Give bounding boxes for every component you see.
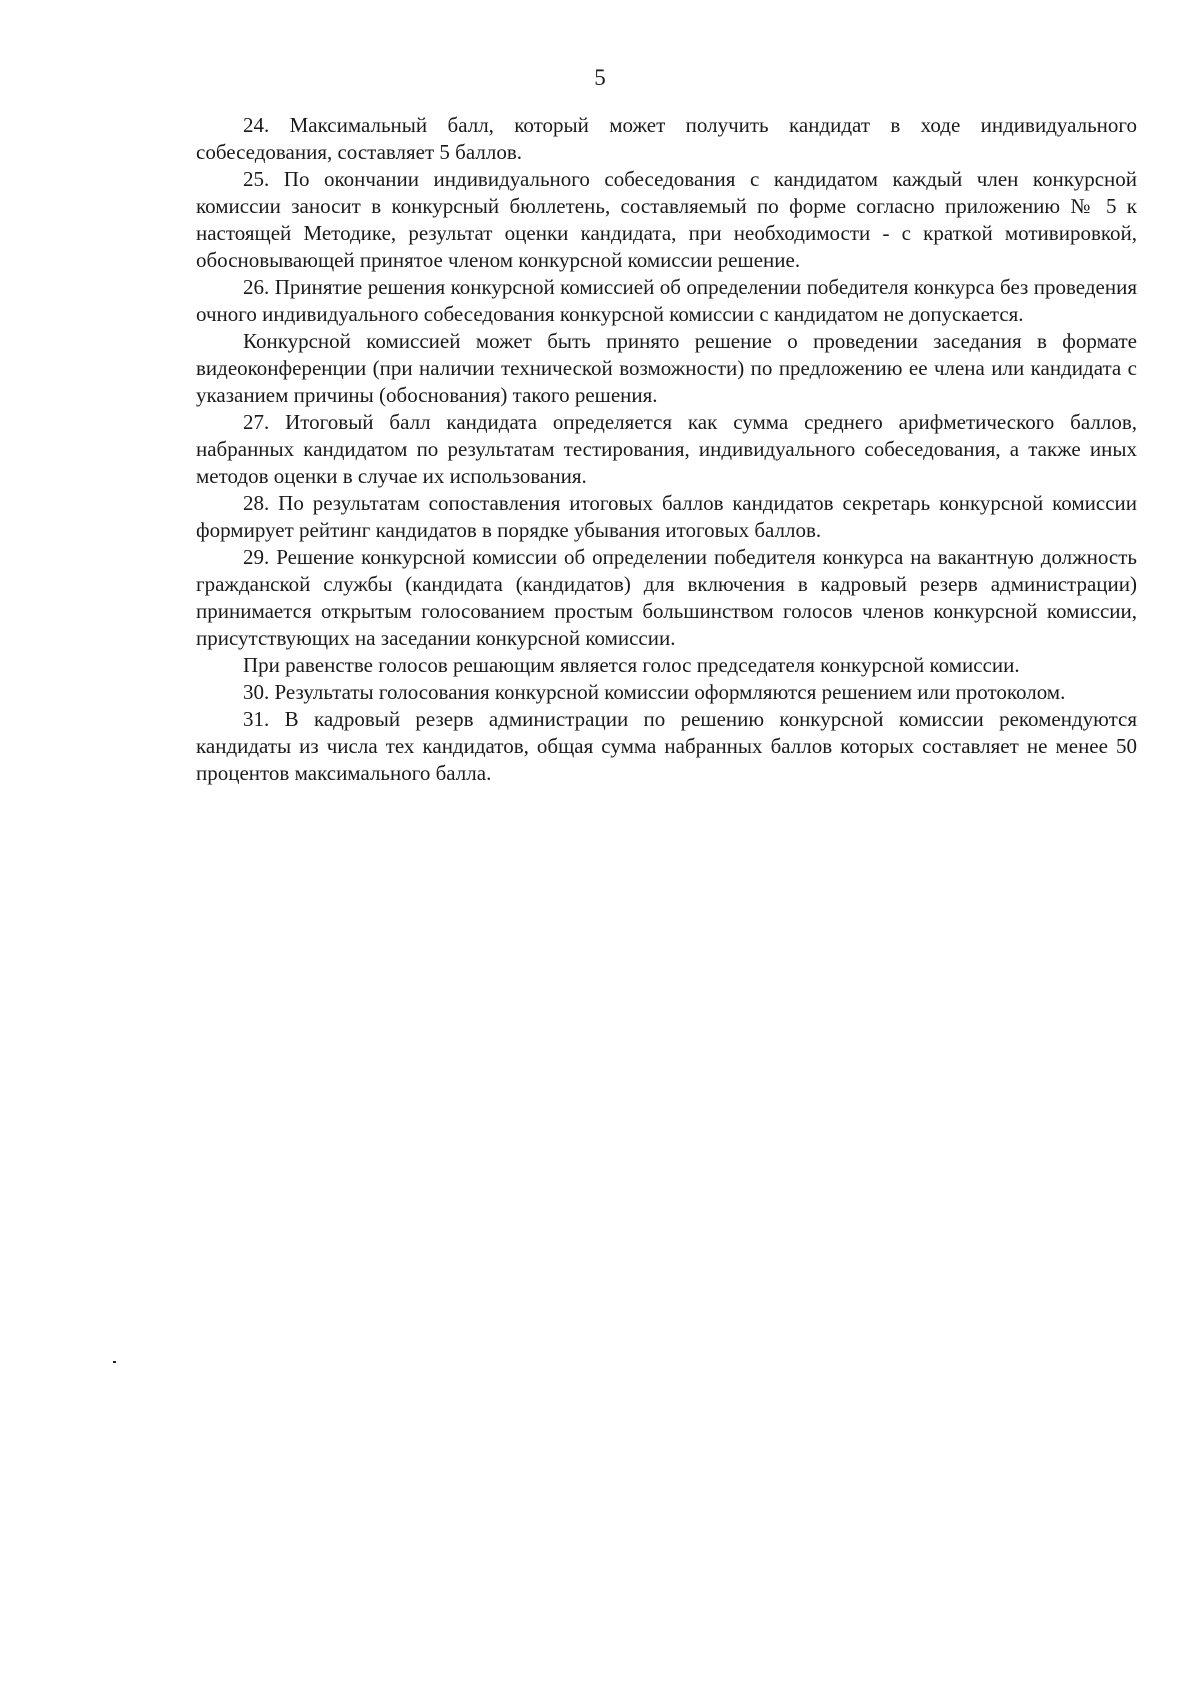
paragraph-29-tie-vote: При равенстве голосов решающим является голос председателя конкурсной комиссии.: [243, 653, 1020, 677]
paragraph-29: 29. Решение конкурсной комиссии об определении победителя конкурса на вакантную должность гражданской службы (кандидата (кандидатов) для включения в кадровый резерв администрации) принимается открытым голосованием простым большинством голосов членов конкурсной комиссии, присутствующих на заседании конкурсной комиссии.: [196, 545, 1137, 650]
paragraph-26: 26. Принятие решения конкурсной комиссией об определении победителя конкурса без проведения очного индивидуального собеседования конкурсной комиссии с кандидатом не допускается.: [196, 275, 1137, 326]
paragraph-30: 30. Результаты голосования конкурсной комиссии оформляются решением или протоколом.: [243, 680, 1066, 704]
paragraph-31: 31. В кадровый резерв администрации по решению конкурсной комиссии рекомендуются кандидаты из числа тех кандидатов, общая сумма набранных баллов которых составляет не менее 50 процентов максимального балла.: [196, 707, 1137, 785]
paragraph-28: 28. По результатам сопоставления итоговых баллов кандидатов секретарь конкурсной комиссии формирует рейтинг кандидатов в порядке убывания итоговых баллов.: [196, 491, 1137, 542]
scan-speck: [113, 1361, 116, 1363]
paragraph-26-videoconference: Конкурсной комиссией может быть принято решение о проведении заседания в формате видеоконференции (при наличии технической возможности) по предложению ее члена или кандидата с указанием причины (обоснования) такого решения.: [196, 329, 1137, 407]
page-number: 5: [594, 65, 606, 90]
paragraph-27: 27. Итоговый балл кандидата определяется как сумма среднего арифметического баллов, набранных кандидатом по результатам тестирования, индивидуального собеседования, а также иных методов оценки в случае их использования.: [196, 410, 1137, 488]
document-body: [196, 112, 1137, 787]
paragraph-25: 25. По окончании индивидуального собеседования с кандидатом каждый член конкурсной комиссии заносит в конкурсный бюллетень, составляемый по форме согласно приложению № 5 к настоящей Методике, результат оценки кандидата, при необходимости - с краткой мотивировкой, обосновывающей принятое членом конкурсной комиссии решение.: [196, 167, 1137, 272]
paragraph-24: 24. Максимальный балл, который может получить кандидат в ходе индивидуального собеседования, составляет 5 баллов.: [196, 113, 1137, 164]
